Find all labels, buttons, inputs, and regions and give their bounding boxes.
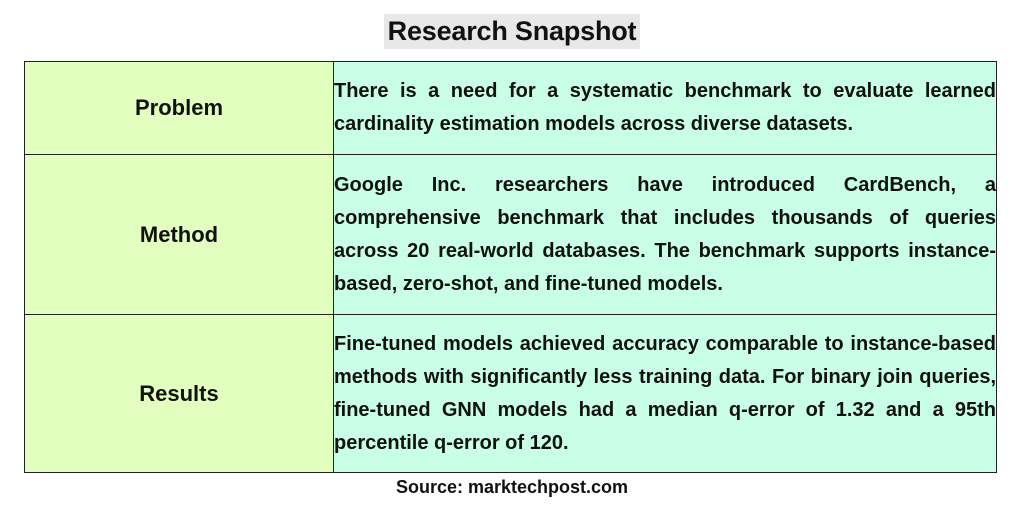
row-text-method: Google Inc. researchers have introduced CardBench, a comprehensive benchmark that includes thousands of queries across 20 real-world databases. The benchmark supports instance-based, zero-shot, and fine-tuned models. — [334, 155, 997, 315]
snapshot-table — [24, 61, 997, 473]
page-title: Research Snapshot — [384, 14, 641, 49]
row-label-results: Results — [25, 315, 334, 473]
source-credit: Source: marktechpost.com — [395, 477, 629, 497]
table-row-method — [25, 155, 997, 315]
table-row-problem — [25, 62, 997, 155]
title-container — [0, 14, 1024, 49]
table-row-results — [25, 315, 997, 473]
row-label-method: Method — [25, 155, 334, 315]
row-label-problem: Problem — [25, 62, 334, 155]
row-text-problem: There is a need for a systematic benchmark to evaluate learned cardinality estimation models across diverse datasets. — [334, 62, 997, 155]
row-text-results: Fine-tuned models achieved accuracy comparable to instance-based methods with significantly less training data. For binary join queries, fine-tuned GNN models had a median q-error of 1.32 and a 95th percentile q-error of 120. — [334, 315, 997, 473]
